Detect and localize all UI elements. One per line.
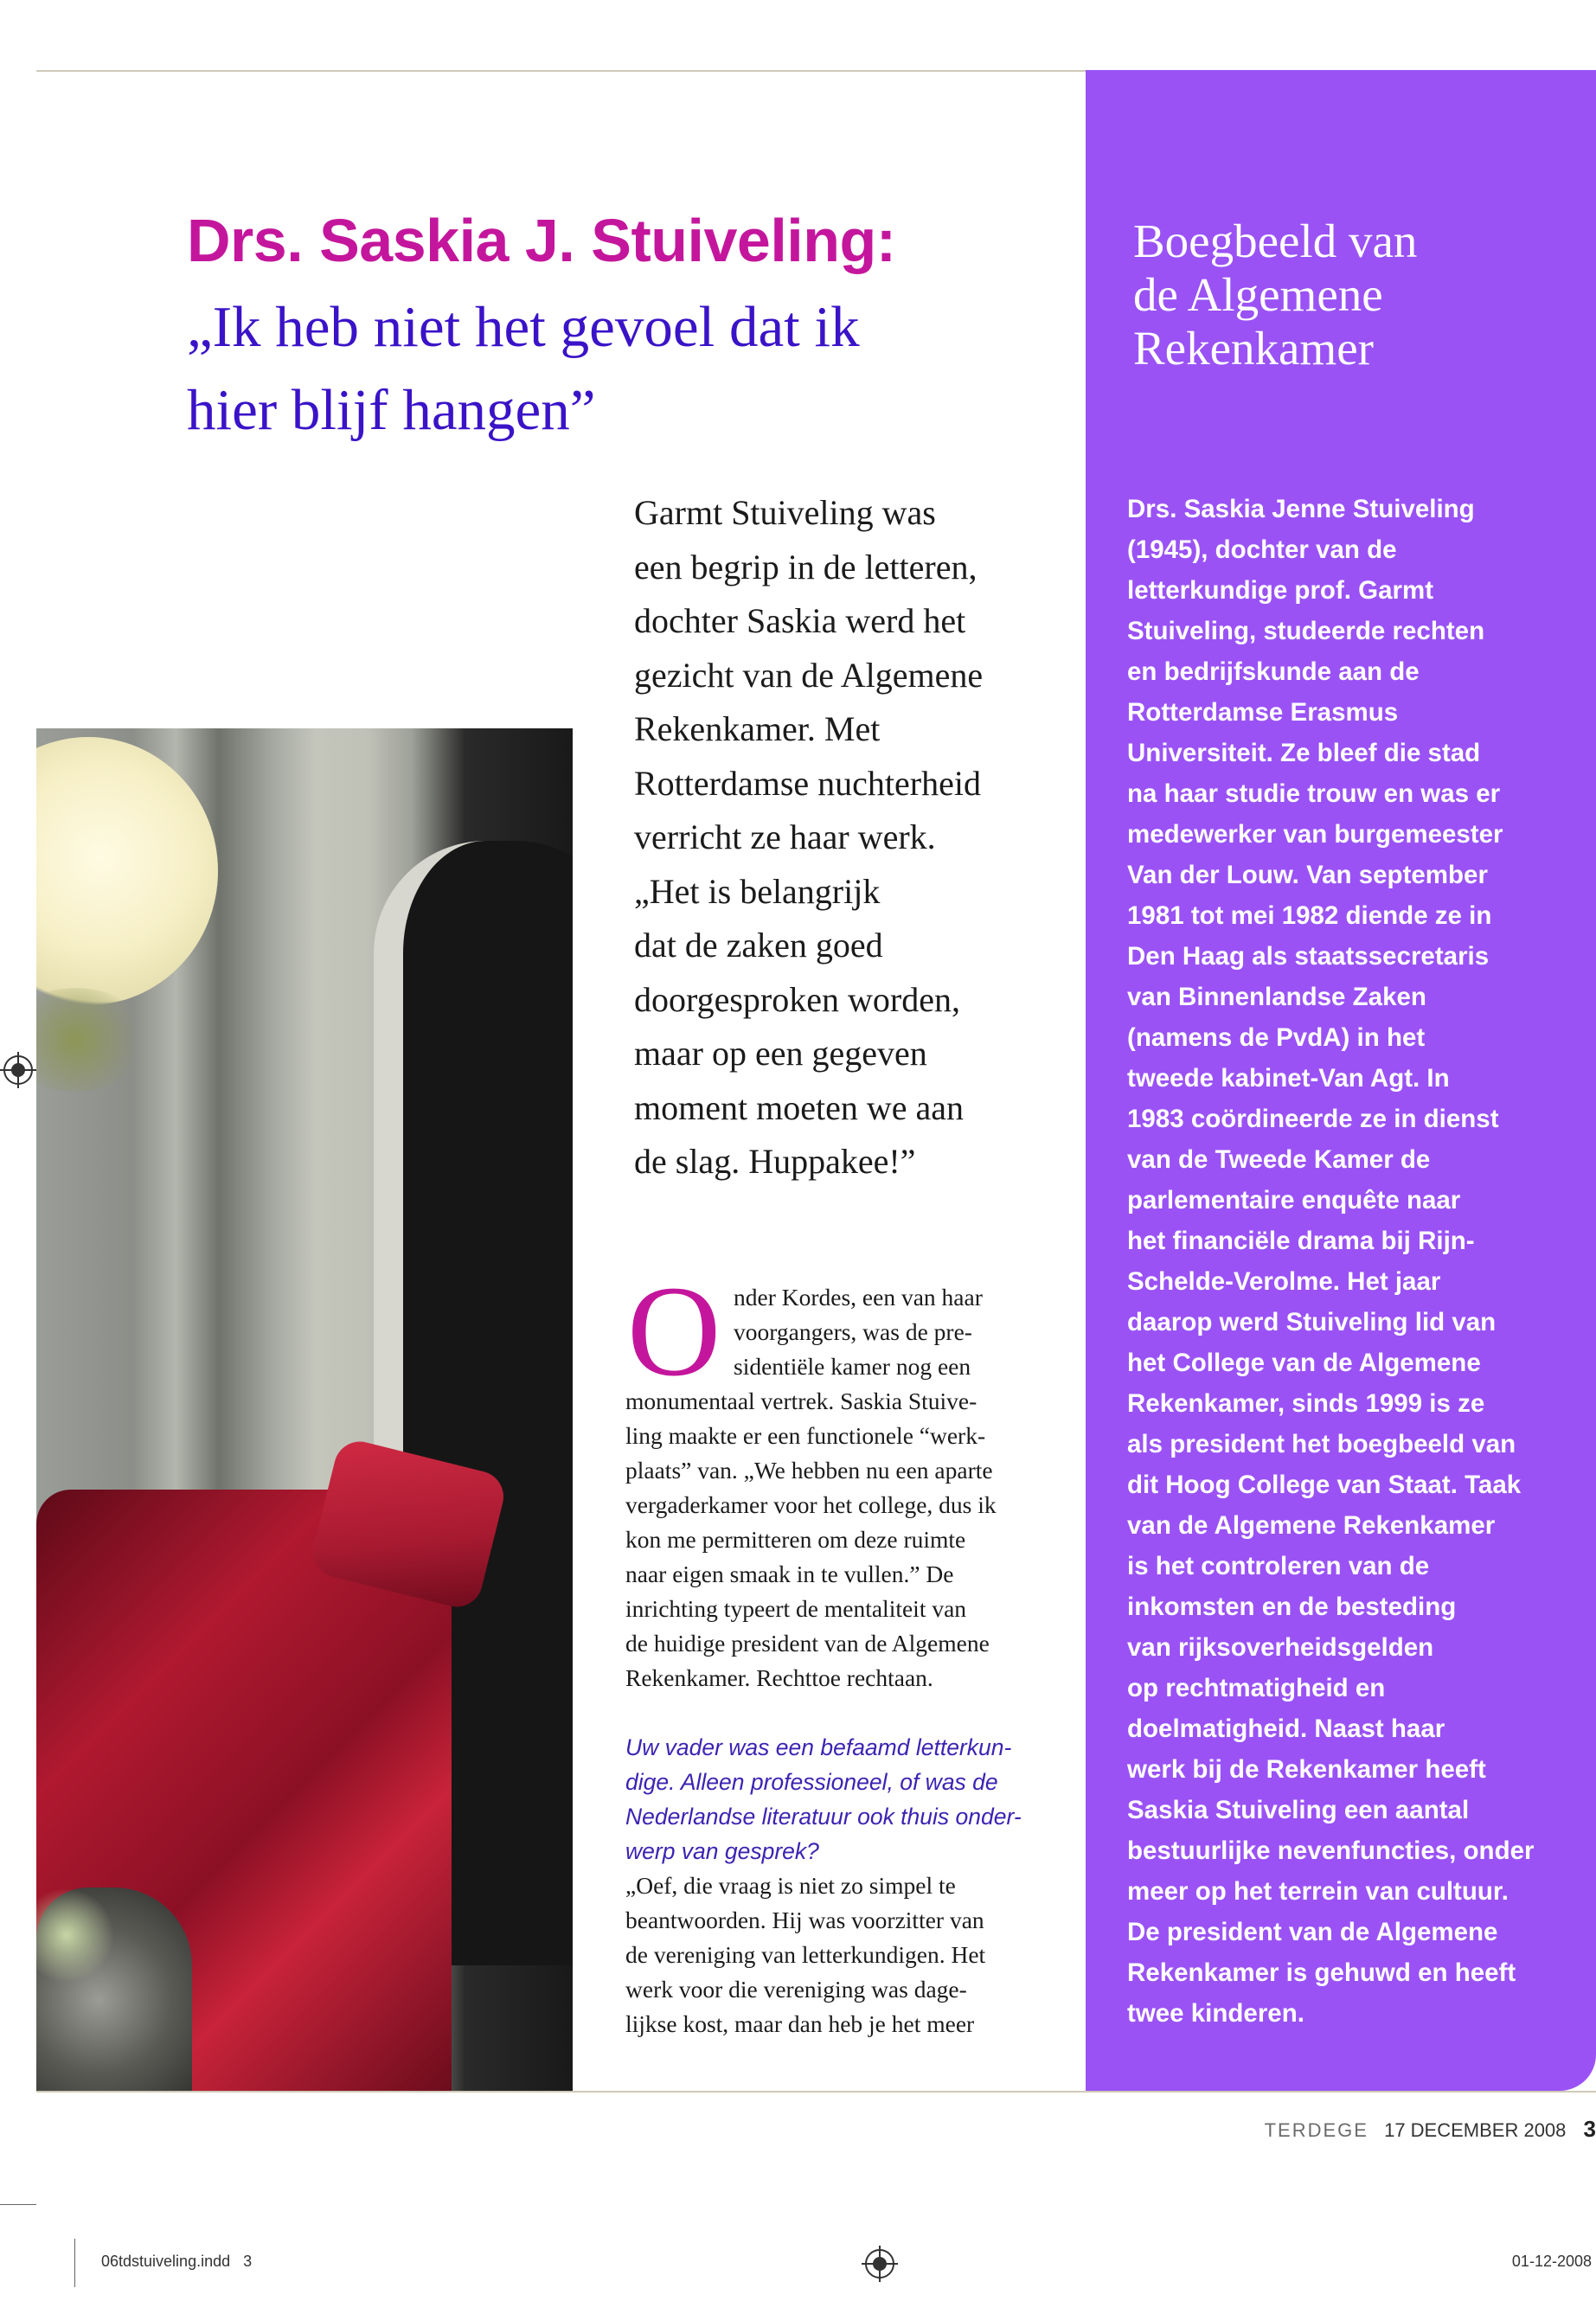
body-paragraph: monumentaal vertrek. Saskia Stuive- ling maakte er een functionele “werk- plaats” van. „We hebben nu een aparte vergaderkamer voor het college, dus ik kon me permitteren om deze ruimte naar eigen smaak in te vullen.” De inrichting typeert de mentaliteit van de huidige president van de Algemene Rekenkamer. Rechttoe rechtaan. <box>625 1388 997 1691</box>
registration-mark-left-icon <box>3 1055 33 1085</box>
drop-cap: O <box>627 1259 721 1403</box>
sidebar-heading: Boegbeeld van de Algemene Rekenkamer <box>1133 215 1418 375</box>
page-number: 3 <box>1583 2116 1596 2142</box>
body-first-lines: nder Kordes, een van haar voorgangers, was de pre- sidentiële kamer nog een <box>734 1284 983 1380</box>
magazine-name: TERDEGE <box>1264 2119 1368 2141</box>
slug-filename: 06tdstuiveling.indd 3 <box>101 2253 253 2270</box>
registration-mark-bottom-icon <box>865 2249 894 2279</box>
slug-date: 01-12-2008 <box>1511 2253 1592 2270</box>
sidebar-text: Drs. Saskia Jenne Stuiveling (1945), dochter van de letterkundige prof. Garmt Stuiveling, studeerde rechten en bedrijfskunde aan de Rotterdamse Erasmus Universiteit. Ze bleef die stad na haar studie trouw en was er medewerker van burgemeester Van der Louw. Van september 1981 tot mei 1982 diende ze in Den Haag als staatssecretaris van Binnenlandse Zaken (namens de PvdA) in het tweede kabinet-Van Agt. In 1983 coördineerde ze in dienst van de Tweede Kamer de parlementaire enquête naar het financiële drama bij Rijn- Schelde-Verolme. Het jaar daarop werd Stuiveling lid van het College van de Algemene Rekenkamer, sinds 1999 is ze als president het boegbeeld van dit Hoog College van Staat. Taak van de Algemene Rekenkamer is het controleren van de inkomsten en de besteding van rijksoverheidsgelden op rechtmatigheid en doelmatigheid. Naast haar werk bij de Rekenkamer heeft Saskia Stuiveling een aantal bestuurlijke nevenfuncties, onder meer op het terrein van cultuur. De president van de Algemene Rekenkamer is gehuwd en heeft twee kinderen. <box>1127 495 1535 2028</box>
bottom-rule <box>36 2091 1596 2093</box>
page-footer <box>1246 2116 1596 2143</box>
rose-flower <box>36 737 218 1005</box>
crop-mark-horizontal <box>0 2204 36 2205</box>
portrait-photo <box>36 728 573 2091</box>
leaf <box>36 988 149 1092</box>
article-title: Drs. Saskia J. Stuiveling: <box>187 207 896 274</box>
issue-date: 17 DECEMBER 2008 <box>1384 2119 1567 2141</box>
interview-answer: „Oef, die vraag is niet zo simpel te beantwoorden. Hij was voorzitter van de vereniging van letterkundigen. Het werk voor die vereniging was dage- lijkse kost, maar dan heb je het meer <box>625 1872 986 2037</box>
article-subtitle-quote: „Ik heb niet het gevoel dat ik hier blijf hangen” <box>187 295 860 442</box>
interview-question: Uw vader was een befaamd letterkun- dige. Alleen professioneel, of was de Nederlandse literatuur ook thuis onder- werp van gesprek? <box>625 1734 1022 1864</box>
crop-mark-vertical <box>74 2239 75 2287</box>
lead-paragraph: Garmt Stuiveling was een begrip in de letteren, dochter Saskia werd het gezicht van de Algemene Rekenkamer. Met Rotterdamse nuchterheid verricht ze haar werk. „Het is belangrijk dat de zaken goed doorgesproken worden, maar op een gegeven moment moeten we aan de slag. Huppakee!” <box>634 493 984 1181</box>
